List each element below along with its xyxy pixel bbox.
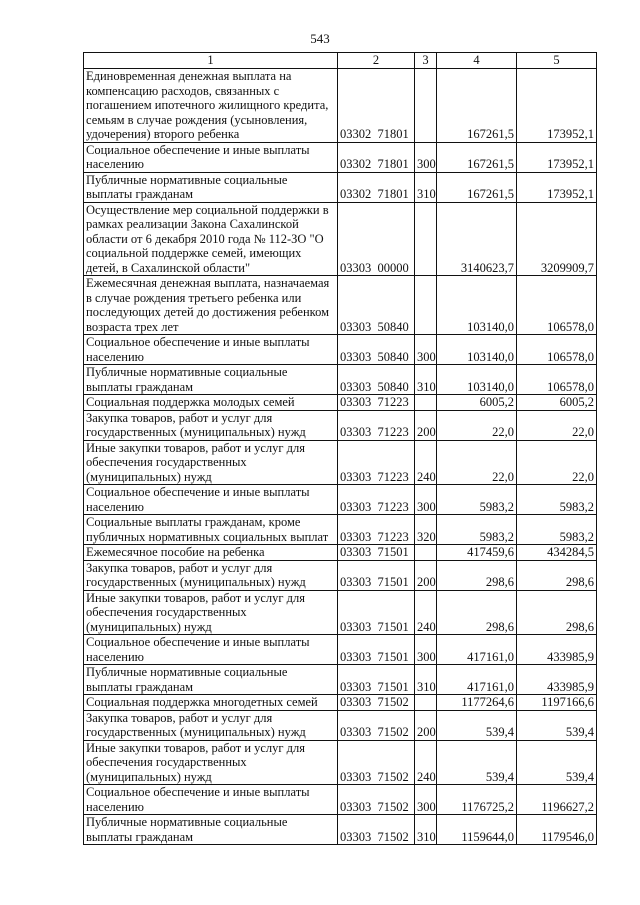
row-expense-type: 300 xyxy=(415,635,437,665)
table-row xyxy=(84,365,597,395)
row-value-year-2: 173952,1 xyxy=(517,172,597,202)
table-row xyxy=(84,335,597,365)
row-value-year-2: 433985,9 xyxy=(517,635,597,665)
row-value-year-2: 539,4 xyxy=(517,740,597,785)
row-name: Социальная поддержка многодетных семей xyxy=(84,695,338,711)
column-header-code: 2 xyxy=(338,53,415,69)
row-expense-type: 310 xyxy=(415,365,437,395)
row-expense-type xyxy=(415,395,437,411)
row-value-year-2: 5983,2 xyxy=(517,515,597,545)
row-expense-type xyxy=(415,202,437,276)
row-name: Ежемесячное пособие на ребенка xyxy=(84,545,338,561)
table-row xyxy=(84,276,597,335)
row-expense-type: 300 xyxy=(415,785,437,815)
row-name: Публичные нормативные социальные выплаты гражданам xyxy=(84,815,338,845)
row-value-year-1: 417161,0 xyxy=(437,665,517,695)
row-value-year-2: 539,4 xyxy=(517,710,597,740)
row-code: 03303 00000 xyxy=(338,202,415,276)
row-value-year-1: 6005,2 xyxy=(437,395,517,411)
row-expense-type: 240 xyxy=(415,740,437,785)
row-value-year-2: 298,6 xyxy=(517,590,597,635)
row-code: 03303 71502 xyxy=(338,695,415,711)
row-value-year-1: 5983,2 xyxy=(437,485,517,515)
row-value-year-1: 103140,0 xyxy=(437,335,517,365)
row-value-year-2: 1196627,2 xyxy=(517,785,597,815)
row-code: 03303 71223 xyxy=(338,440,415,485)
table-row xyxy=(84,172,597,202)
table-row xyxy=(84,740,597,785)
row-expense-type: 300 xyxy=(415,142,437,172)
table-row xyxy=(84,665,597,695)
row-expense-type: 320 xyxy=(415,515,437,545)
row-code: 03303 71501 xyxy=(338,590,415,635)
row-value-year-2: 22,0 xyxy=(517,410,597,440)
row-name: Иные закупки товаров, работ и услуг для обеспечения государственных (муниципальных) нужд xyxy=(84,590,338,635)
row-value-year-1: 417459,6 xyxy=(437,545,517,561)
row-expense-type xyxy=(415,695,437,711)
row-code: 03303 71223 xyxy=(338,485,415,515)
row-value-year-1: 1177264,6 xyxy=(437,695,517,711)
table-row xyxy=(84,395,597,411)
table-row xyxy=(84,142,597,172)
row-name: Ежемесячная денежная выплата, назначаемая в случае рождения третьего ребенка или последующих детей до достижения ребенком возраста трех лет xyxy=(84,276,338,335)
row-code: 03303 71502 xyxy=(338,710,415,740)
table-row xyxy=(84,485,597,515)
row-value-year-1: 103140,0 xyxy=(437,276,517,335)
row-expense-type: 300 xyxy=(415,335,437,365)
row-name: Осуществление мер социальной поддержки в рамках реализации Закона Сахалинской области от 6 декабря 2010 года № 112-ЗО "О социальной поддержке семей, имеющих детей, в Сахалинской области" xyxy=(84,202,338,276)
row-code: 03303 71223 xyxy=(338,395,415,411)
row-name: Закупка товаров, работ и услуг для государственных (муниципальных) нужд xyxy=(84,410,338,440)
row-code: 03303 71502 xyxy=(338,815,415,845)
row-value-year-1: 298,6 xyxy=(437,590,517,635)
table-row xyxy=(84,410,597,440)
row-value-year-1: 167261,5 xyxy=(437,69,517,143)
row-value-year-1: 1159644,0 xyxy=(437,815,517,845)
row-value-year-1: 22,0 xyxy=(437,440,517,485)
row-value-year-1: 167261,5 xyxy=(437,142,517,172)
row-value-year-2: 1179546,0 xyxy=(517,815,597,845)
table-row xyxy=(84,695,597,711)
row-code: 03303 71223 xyxy=(338,515,415,545)
row-value-year-2: 3209909,7 xyxy=(517,202,597,276)
row-value-year-2: 5983,2 xyxy=(517,485,597,515)
row-name: Социальное обеспечение и иные выплаты населению xyxy=(84,335,338,365)
column-header-name: 1 xyxy=(84,53,338,69)
row-expense-type: 200 xyxy=(415,410,437,440)
table-row xyxy=(84,69,597,143)
row-name: Иные закупки товаров, работ и услуг для обеспечения государственных (муниципальных) нужд xyxy=(84,440,338,485)
column-header-type: 3 xyxy=(415,53,437,69)
row-expense-type: 200 xyxy=(415,560,437,590)
row-name: Закупка товаров, работ и услуг для государственных (муниципальных) нужд xyxy=(84,710,338,740)
row-value-year-1: 167261,5 xyxy=(437,172,517,202)
row-name: Публичные нормативные социальные выплаты гражданам xyxy=(84,172,338,202)
table-row xyxy=(84,202,597,276)
row-code: 03303 71223 xyxy=(338,410,415,440)
row-value-year-1: 298,6 xyxy=(437,560,517,590)
row-value-year-2: 106578,0 xyxy=(517,365,597,395)
row-value-year-2: 106578,0 xyxy=(517,335,597,365)
row-expense-type xyxy=(415,276,437,335)
row-name: Социальные выплаты гражданам, кроме публичных нормативных социальных выплат xyxy=(84,515,338,545)
table-row xyxy=(84,515,597,545)
row-name: Социальное обеспечение и иные выплаты населению xyxy=(84,635,338,665)
row-value-year-1: 1176725,2 xyxy=(437,785,517,815)
row-value-year-2: 173952,1 xyxy=(517,69,597,143)
table-row xyxy=(84,815,597,845)
row-value-year-2: 6005,2 xyxy=(517,395,597,411)
row-code: 03303 71501 xyxy=(338,545,415,561)
row-code: 03302 71801 xyxy=(338,142,415,172)
budget-table xyxy=(83,52,597,845)
row-value-year-2: 173952,1 xyxy=(517,142,597,172)
row-code: 03303 71501 xyxy=(338,665,415,695)
row-expense-type: 240 xyxy=(415,590,437,635)
row-name: Социальное обеспечение и иные выплаты населению xyxy=(84,142,338,172)
table-row xyxy=(84,560,597,590)
row-name: Иные закупки товаров, работ и услуг для обеспечения государственных (муниципальных) нужд xyxy=(84,740,338,785)
row-code: 03302 71801 xyxy=(338,172,415,202)
row-value-year-2: 106578,0 xyxy=(517,276,597,335)
row-name: Публичные нормативные социальные выплаты гражданам xyxy=(84,365,338,395)
row-name: Публичные нормативные социальные выплаты гражданам xyxy=(84,665,338,695)
row-name: Социальная поддержка молодых семей xyxy=(84,395,338,411)
row-code: 03302 71801 xyxy=(338,69,415,143)
row-value-year-2: 22,0 xyxy=(517,440,597,485)
table-row xyxy=(84,635,597,665)
row-value-year-2: 433985,9 xyxy=(517,665,597,695)
row-name: Социальное обеспечение и иные выплаты населению xyxy=(84,485,338,515)
row-expense-type: 200 xyxy=(415,710,437,740)
header-row xyxy=(84,53,597,69)
table-row xyxy=(84,440,597,485)
row-code: 03303 71501 xyxy=(338,635,415,665)
table-row xyxy=(84,785,597,815)
row-code: 03303 50840 xyxy=(338,276,415,335)
row-value-year-1: 417161,0 xyxy=(437,635,517,665)
row-value-year-2: 1197166,6 xyxy=(517,695,597,711)
column-header-year-2: 5 xyxy=(517,53,597,69)
row-expense-type: 240 xyxy=(415,440,437,485)
row-code: 03303 71501 xyxy=(338,560,415,590)
row-code: 03303 50840 xyxy=(338,335,415,365)
row-code: 03303 50840 xyxy=(338,365,415,395)
row-code: 03303 71502 xyxy=(338,740,415,785)
row-expense-type: 310 xyxy=(415,815,437,845)
row-value-year-1: 22,0 xyxy=(437,410,517,440)
row-value-year-1: 539,4 xyxy=(437,710,517,740)
row-name: Социальное обеспечение и иные выплаты населению xyxy=(84,785,338,815)
row-expense-type: 300 xyxy=(415,485,437,515)
row-value-year-1: 3140623,7 xyxy=(437,202,517,276)
row-value-year-1: 103140,0 xyxy=(437,365,517,395)
row-code: 03303 71502 xyxy=(338,785,415,815)
row-expense-type: 310 xyxy=(415,172,437,202)
row-expense-type: 310 xyxy=(415,665,437,695)
row-expense-type xyxy=(415,69,437,143)
table-row xyxy=(84,590,597,635)
row-value-year-1: 539,4 xyxy=(437,740,517,785)
table-row xyxy=(84,710,597,740)
row-expense-type xyxy=(415,545,437,561)
column-header-year-1: 4 xyxy=(437,53,517,69)
page-number: 543 xyxy=(310,31,330,46)
row-name: Единовременная денежная выплата на компенсацию расходов, связанных с погашением ипотечного жилищного кредита, семьям в случае рождения (усыновления, удочерения) второго ребенка xyxy=(84,69,338,143)
row-name: Закупка товаров, работ и услуг для государственных (муниципальных) нужд xyxy=(84,560,338,590)
table-row xyxy=(84,545,597,561)
row-value-year-2: 434284,5 xyxy=(517,545,597,561)
row-value-year-2: 298,6 xyxy=(517,560,597,590)
row-value-year-1: 5983,2 xyxy=(437,515,517,545)
